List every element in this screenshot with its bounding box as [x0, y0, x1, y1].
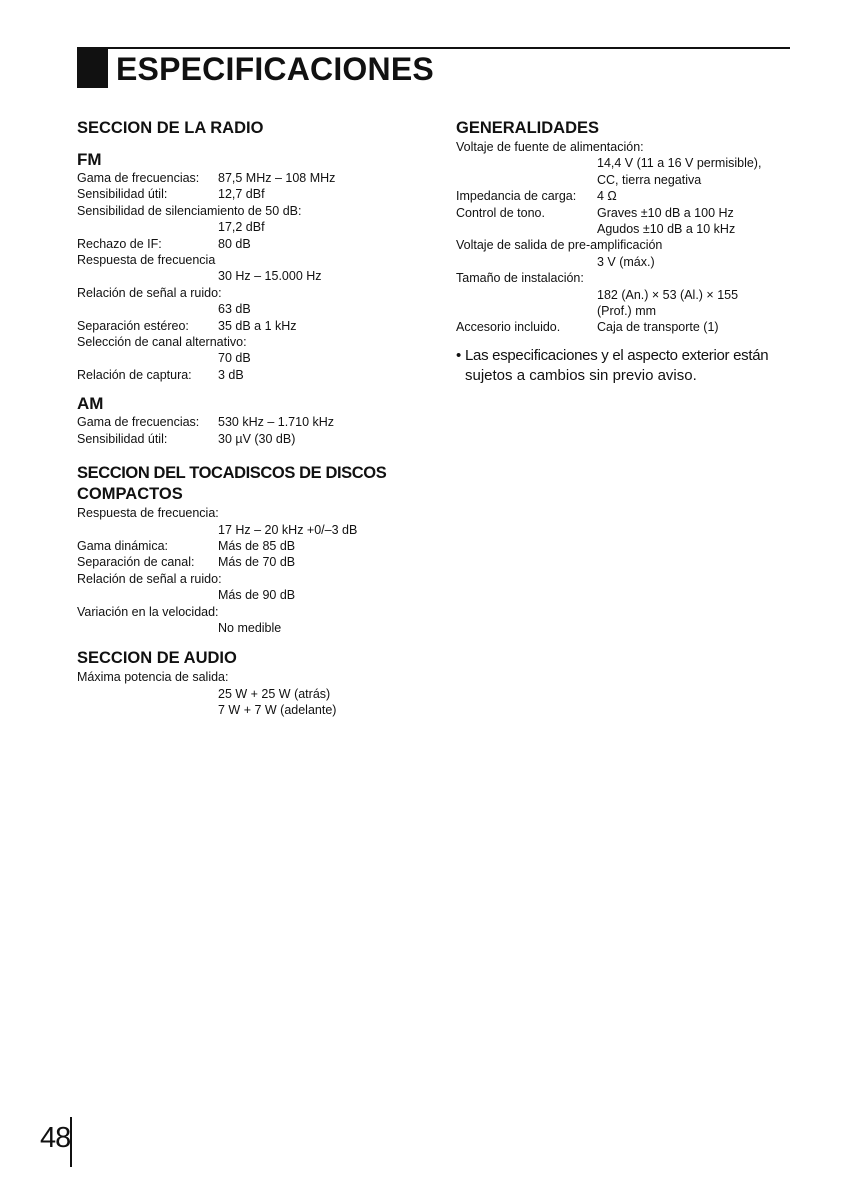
general-spec-row [456, 319, 801, 335]
spec-label: Gama de frecuencias: [77, 171, 200, 185]
spec-label: Separación estéreo: [77, 318, 189, 333]
general-section-heading: GENERALIDADES [456, 119, 600, 137]
fm-heading: FM [77, 150, 102, 169]
spec-value: 30 µV (30 dB) [218, 431, 296, 446]
spec-value: 87,5 MHz – 108 MHz [218, 171, 336, 185]
spec-value: No medible [218, 620, 282, 635]
spec-label: Impedancia de carga: [456, 189, 577, 204]
spec-label: Sensibilidad útil: [77, 187, 168, 202]
page-number: 48 [40, 1122, 71, 1154]
spec-value: 17 Hz – 20 kHz +0/–3 dB [218, 522, 358, 537]
spec-label: Respuesta de frecuencia: [77, 506, 219, 521]
header-block-marker [77, 48, 108, 88]
spec-label: Relación de señal a ruido: [77, 571, 222, 586]
spec-value: Más de 85 dB [218, 538, 296, 553]
cd-spec-row [77, 554, 437, 570]
spec-label: Relación de señal a ruido: [77, 285, 222, 300]
fm-spec-row [77, 318, 437, 334]
general-spec-row [456, 270, 801, 286]
general-spec-row [456, 237, 801, 253]
spec-label: Sensibilidad de silenciamiento de 50 dB: [77, 203, 302, 218]
spec-value: 3 dB [218, 367, 244, 382]
spec-value: 17,2 dBf [218, 220, 265, 235]
fm-spec-row [77, 186, 437, 202]
spec-value: 70 dB [218, 351, 251, 366]
general-spec-row [456, 188, 801, 204]
spec-label: Máxima potencia de salida: [77, 670, 229, 685]
spec-value: 14,4 V (11 a 16 V permisible), [597, 156, 762, 171]
spec-value: 530 kHz – 1.710 kHz [218, 415, 335, 430]
spec-value: 30 Hz – 15.000 Hz [218, 269, 322, 284]
spec-label: Respuesta de frecuencia [77, 253, 216, 268]
cd-spec-row [77, 604, 437, 620]
spec-value: 3 V (máx.) [597, 254, 655, 269]
spec-value: Graves ±10 dB a 100 Hz [597, 205, 734, 220]
fm-spec-row [77, 170, 437, 186]
right-column [456, 118, 801, 386]
specifications-note [456, 346, 801, 386]
fm-spec-row [77, 367, 437, 383]
spec-label: Voltaje de fuente de alimentación: [456, 140, 644, 154]
fm-spec-row [77, 334, 437, 350]
spec-value: Más de 70 dB [218, 555, 296, 570]
cd-spec-row [77, 538, 437, 554]
cd-spec-list [77, 505, 437, 636]
am-spec-list [77, 414, 437, 447]
spec-value: (Prof.) mm [597, 304, 657, 319]
cd-spec-row [77, 505, 437, 521]
spec-label: Sensibilidad útil: [77, 431, 168, 446]
am-spec-row [77, 414, 437, 430]
spec-label: Variación en la velocidad: [77, 604, 219, 619]
spec-value: CC, tierra negativa [597, 172, 702, 187]
cd-spec-row [77, 571, 437, 587]
spec-value: 4 Ω [597, 189, 617, 204]
note-text: sujetos a cambios sin previo aviso. [465, 366, 697, 384]
general-spec-row [456, 205, 801, 221]
spec-label: Selección de canal alternativo: [77, 335, 247, 350]
spec-value: Agudos ±10 dB a 10 kHz [597, 222, 736, 237]
spec-label: Tamaño de instalación: [456, 271, 584, 286]
fm-spec-row [77, 252, 437, 268]
spec-label: Control de tono. [456, 205, 545, 220]
spec-value: 182 (An.) × 53 (Al.) × 155 [597, 287, 739, 302]
spec-label: Gama dinámica: [77, 538, 169, 553]
am-spec-row [77, 431, 437, 447]
general-spec-list [456, 139, 801, 336]
spec-value: 7 W + 7 W (adelante) [218, 703, 337, 718]
spec-label: Voltaje de salida de pre-amplificación [456, 238, 663, 253]
audio-spec-row [77, 669, 437, 685]
fm-spec-list [77, 170, 437, 383]
fm-spec-row [77, 203, 437, 219]
cd-section-heading-line2: COMPACTOS [77, 485, 183, 504]
spec-value: 80 dB [218, 236, 251, 251]
spec-label: Relación de captura: [77, 367, 192, 382]
general-spec-row [456, 139, 801, 155]
spec-value: 63 dB [218, 302, 251, 317]
spec-label: Accesorio incluido. [456, 320, 561, 335]
cd-section-heading: SECCION DEL TOCADISCOS DE DISCOS [77, 464, 387, 483]
bullet-icon: • [456, 346, 462, 364]
spec-value: 12,7 dBf [218, 187, 265, 202]
fm-spec-row [77, 285, 437, 301]
audio-section-heading: SECCION DE AUDIO [77, 649, 237, 668]
spec-value: 35 dB a 1 kHz [218, 318, 297, 333]
am-heading: AM [77, 394, 104, 414]
spec-label: Gama de frecuencias: [77, 415, 200, 430]
spec-value: Más de 90 dB [218, 588, 296, 603]
spec-value: 25 W + 25 W (atrás) [218, 686, 331, 701]
page-number-rule [70, 1117, 72, 1167]
note-text: Las especificaciones y el aspecto exterior están [465, 346, 769, 364]
page-title: ESPECIFICACIONES [116, 51, 434, 87]
audio-spec-list [77, 669, 437, 718]
fm-spec-row [77, 236, 437, 252]
spec-label: Rechazo de IF: [77, 236, 162, 251]
radio-section-heading: SECCION DE LA RADIO [77, 119, 264, 137]
spec-label: Separación de canal: [77, 555, 195, 570]
left-column [77, 118, 437, 719]
spec-value: Caja de transporte (1) [597, 320, 719, 335]
